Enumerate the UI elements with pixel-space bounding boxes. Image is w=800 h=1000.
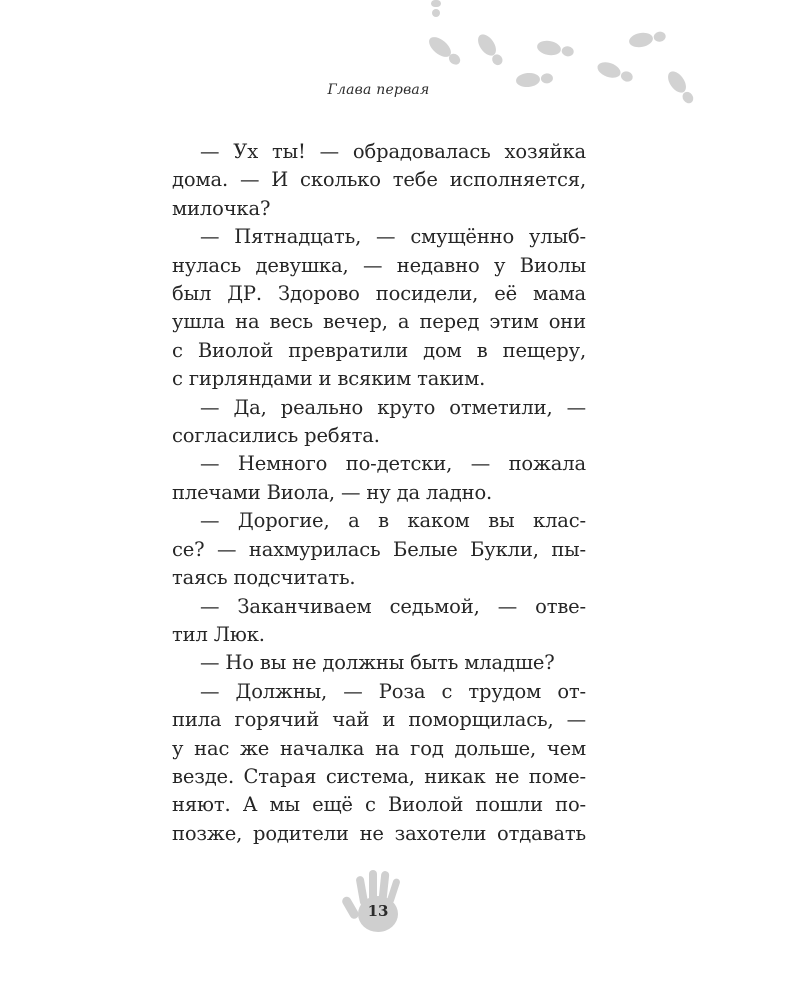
page-body (172, 138, 586, 848)
text-line: — Немного по-детски, — пожала (200, 452, 586, 476)
text-line: — Но вы не должны быть младше? (200, 651, 555, 675)
text-line: ушла на весь вечер, а перед этим они (172, 310, 586, 334)
text-line: — Дорогие, а в каком вы клас- (200, 509, 586, 533)
text-line: дома. — И сколько тебе исполняется, (172, 168, 586, 192)
text-line: — Да, реально круто отметили, — (200, 395, 586, 419)
text-line: — Пятнадцать, — смущённо улыб- (200, 225, 586, 249)
text-line: с гирляндами и всяким таким. (172, 367, 486, 391)
paragraph (172, 678, 586, 848)
text-line: — Ух ты! — обрадовалась хозяйка (200, 140, 586, 163)
text-line: няют. А мы ещё с Виолой пошли по- (172, 793, 586, 817)
text-line: у нас же началка на год дольше, чем (172, 736, 586, 760)
text-line: везде. Старая система, никак не поме- (172, 764, 586, 788)
footprints-decoration-icon (0, 0, 800, 130)
text-line: таясь подсчитать. (172, 566, 356, 590)
chapter-title: Глава первая (327, 82, 430, 98)
paragraph (172, 450, 586, 507)
text-line: милочка? (172, 196, 271, 220)
text-line: пила горячий чай и поморщилась, — (172, 708, 586, 732)
text-line: согласились ребята. (172, 424, 380, 448)
paragraph (172, 593, 586, 650)
page-number: 13 (367, 902, 389, 920)
text-line: — Должны, — Роза с трудом от- (200, 679, 586, 703)
paragraph (172, 649, 586, 677)
paragraph (172, 507, 586, 592)
text-line: плечами Виола, — ну да ладно. (172, 480, 493, 504)
text-line: тил Люк. (172, 622, 265, 646)
page-footer (338, 862, 418, 942)
text-line: се? — нахмурилась Белые Букли, пы- (172, 537, 586, 561)
text-line: был ДР. Здорово посидели, её мама (172, 282, 586, 306)
text-line: нулась девушка, — недавно у Виолы (172, 253, 586, 277)
paragraph (172, 223, 586, 393)
paragraph (172, 138, 586, 223)
text-line: — Заканчиваем седьмой, — отве- (200, 594, 586, 618)
text-line: с Виолой превратили дом в пещеру, (172, 338, 586, 362)
paragraph (172, 394, 586, 451)
text-line: позже, родители не захотели отдавать (172, 821, 586, 845)
